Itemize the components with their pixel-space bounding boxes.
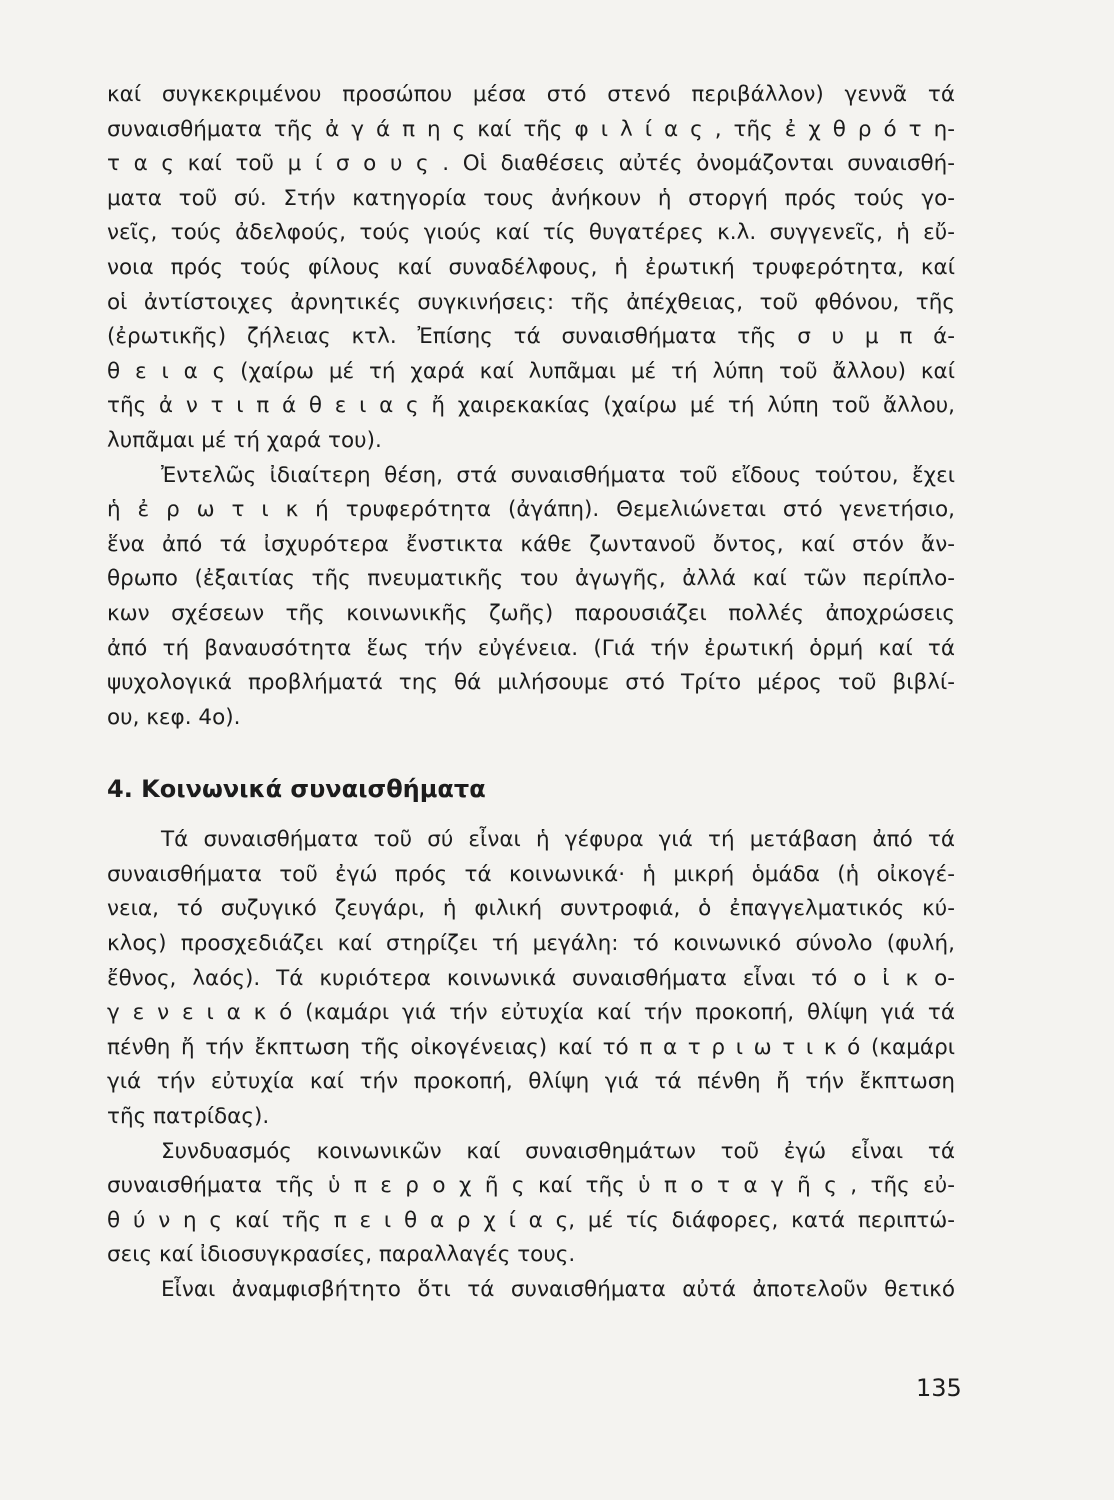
page-number: 135 [916, 1374, 962, 1402]
text-line: ἡ ἐ ρ ω τ ι κ ή τρυφερότητα (ἀγάπη). Θεμελιώνεται στό γενετήσιο, [107, 497, 955, 523]
text-line: τ α ς καί τοῦ μ ί σ ο υ ς . Οἱ διαθέσεις αὐτές ὀνομάζονται συναισθή- [107, 151, 955, 177]
text-line: θρωπο (ἐξαιτίας τῆς πνευματικῆς του ἀγωγῆς, ἀλλά καί τῶν περίπλο- [107, 566, 955, 592]
text-line: Ἐντελῶς ἰδιαίτερη θέση, στά συναισθήματα τοῦ εἴδους τούτου, ἔχει [161, 462, 955, 488]
text-line: συναισθήματα τῆς ὑ π ε ρ ο χ ῆ ς καί τῆς ὑ π ο τ α γ ῆ ς , τῆς εὐ- [107, 1173, 955, 1199]
text-line: Συνδυασμός κοινωνικῶν καί συναισθημάτων τοῦ ἐγώ εἶναι τά [161, 1138, 955, 1164]
text-line: καί συγκεκριμένου προσώπου μέσα στό στενό περιβάλλον) γεννᾶ τά [107, 82, 955, 107]
text-line: ου, κεφ. 4ο). [107, 704, 241, 730]
text-line: Εἶναι ἀναμφισβήτητο ὅτι τά συναισθήματα αὐτά ἀποτελοῦν θετικό [161, 1277, 955, 1302]
text-line: ἀπό τή βαναυσότητα ἕως τήν εὐγένεια. (Γιά τήν ἐρωτική ὁρμή καί τά [107, 635, 955, 661]
text-line: συναισθήματα τοῦ ἐγώ πρός τά κοινωνικά· ἡ μικρή ὁμάδα (ἡ οἰκογέ- [107, 861, 955, 887]
text-line: νοια πρός τούς φίλους καί συναδέλφους, ἡ ἐρωτική τρυφερότητα, καί [107, 254, 955, 280]
text-line: κλος) προσχεδιάζει καί στηρίζει τή μεγάλη: τό κοινωνικό σύνολο (φυλή, [107, 931, 955, 957]
text-line: νεῖς, τούς ἀδελφούς, τούς γιούς καί τίς θυγατέρες κ.λ. συγγενεῖς, ἡ εὔ- [107, 220, 955, 246]
text-line: θ ύ ν η ς καί τῆς π ε ι θ α ρ χ ί α ς, μέ τίς διάφορες, κατά περιπτώ- [107, 1207, 955, 1233]
text-line: (ἐρωτικῆς) ζήλειας κτλ. Ἐπίσης τά συναισθήματα τῆς σ υ μ π ά- [107, 324, 955, 350]
text-line: ἔθνος, λαός). Τά κυριότερα κοινωνικά συναισθήματα εἶναι τό ο ἰ κ ο- [107, 965, 955, 991]
text-line: θ ε ι α ς (χαίρω μέ τή χαρά καί λυπᾶμαι μέ τή λύπη τοῦ ἄλλου) καί [107, 358, 955, 384]
section-heading: 4. Κοινωνικά συναισθήματα [107, 775, 486, 804]
text-line: γιά τήν εὐτυχία καί τήν προκοπή, θλίψη γιά τά πένθη ἤ τήν ἔκπτωση [107, 1069, 955, 1095]
text-line: Τά συναισθήματα τοῦ σύ εἶναι ἡ γέφυρα γιά τή μετάβαση ἀπό τά [161, 827, 955, 853]
text-line: ματα τοῦ σύ. Στήν κατηγορία τους ἀνήκουν ἡ στοργή πρός τούς γο- [107, 185, 955, 211]
text-line: νεια, τό συζυγικό ζευγάρι, ἡ φιλική συντροφιά, ὁ ἐπαγγελματικός κύ- [107, 896, 955, 922]
text-line: σεις καί ἰδιοσυγκρασίες, παραλλαγές τους. [107, 1242, 576, 1268]
text-line: ἕνα ἀπό τά ἰσχυρότερα ἔνστικτα κάθε ζωντανοῦ ὄντος, καί στόν ἄν- [107, 531, 955, 557]
page-body [107, 78, 955, 1308]
paragraph-conclusion [107, 1273, 955, 1308]
text-line: οἱ ἀντίστοιχες ἀρνητικές συγκινήσεις: τῆς ἀπέχθειας, τοῦ φθόνου, τῆς [107, 289, 955, 315]
text-line: πένθη ἤ τήν ἔκπτωση τῆς οἰκογένειας) καί τό π α τ ρ ι ω τ ι κ ό (καμάρι [107, 1034, 955, 1060]
paragraph-love-affection [107, 78, 955, 459]
paragraph-social-feelings [107, 823, 955, 1134]
text-line: ψυχολογικά προβλήματά της θά μιλήσουμε στό Τρίτο μέρος τοῦ βιβλί- [107, 670, 955, 696]
paragraph-superiority-submission [107, 1135, 955, 1273]
text-line: συναισθήματα τῆς ἀ γ ά π η ς καί τῆς φ ι λ ί α ς , τῆς ἐ χ θ ρ ό τ η- [107, 116, 955, 142]
paragraph-erotic-tenderness [107, 459, 955, 736]
text-line: κων σχέσεων τῆς κοινωνικῆς ζωῆς) παρουσιάζει πολλές ἀποχρώσεις [107, 600, 955, 626]
text-line: τῆς πατρίδας). [107, 1104, 270, 1130]
text-line: λυπᾶμαι μέ τή χαρά του). [107, 427, 382, 453]
text-line: γ ε ν ε ι α κ ό (καμάρι γιά τήν εὐτυχία καί τήν προκοπή, θλίψη γιά τά [107, 1000, 955, 1026]
text-line: τῆς ἀ ν τ ι π ά θ ε ι α ς ἤ χαιρεκακίας (χαίρω μέ τή λύπη τοῦ ἄλλου, [107, 393, 955, 419]
